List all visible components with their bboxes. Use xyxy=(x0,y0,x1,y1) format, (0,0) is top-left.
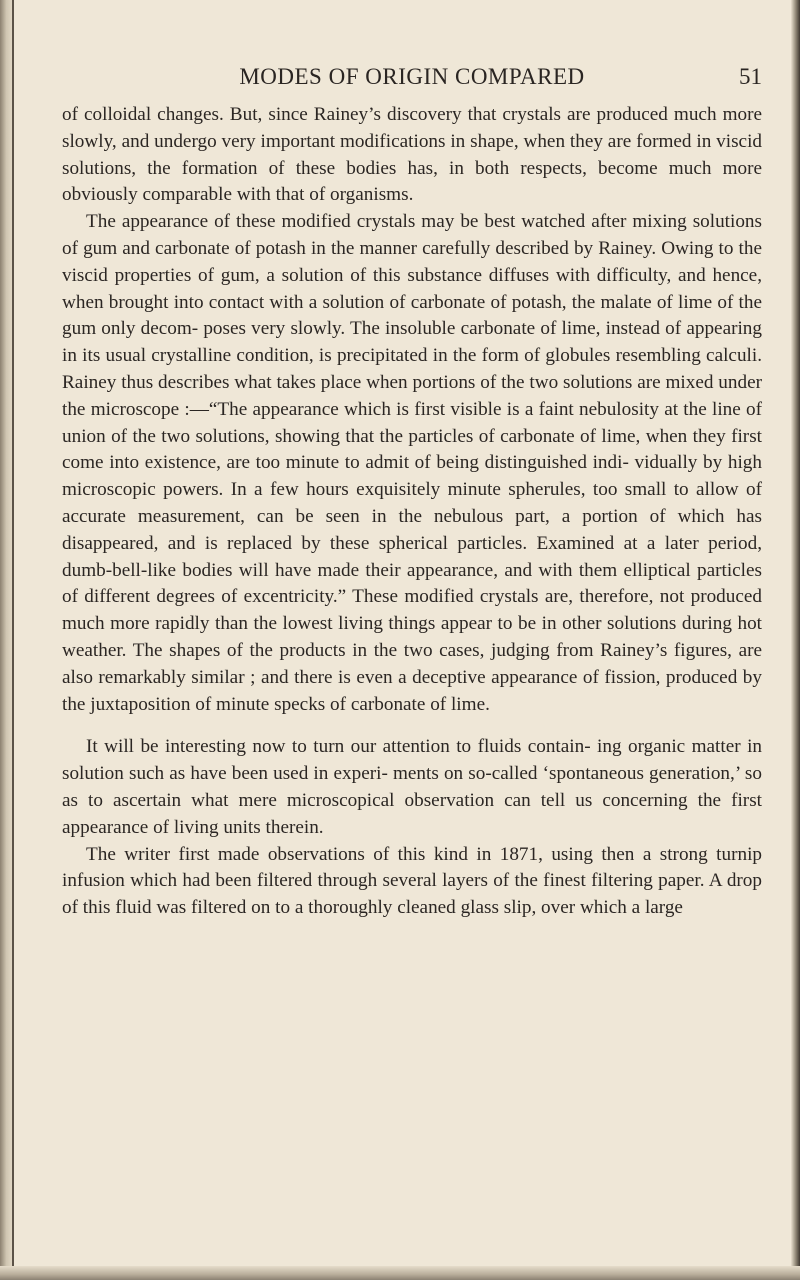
paragraph-writer-observations: The writer first made observations of this kind in 1871, using then a strong turnip infusion which had been filtered through several layers of the finest filtering paper. A drop of this fluid was filtered on to a thoroughly cleaned glass slip, over which a large xyxy=(62,843,762,919)
paragraph-modified-crystals: The appearance of these modified crystals may be best watched after mixing solutions of gum and carbonate of potash in the manner carefully described by Rainey. Owing to the viscid properties of gum, a solution of this substance diffuses with difficulty, and hence, when brought into contact with a solution of carbonate of potash, the malate of lime of the gum only decom- poses very slowly. The insoluble carbonate of lime, instead of appearing in its usual crystalline condition, is precipitated in the form of globules resembling calculi. Rainey thus describes what takes place when portions of the two solutions are mixed under the microscope :—“The appearance which is first visible is a faint nebulosity at the line of union of the two solutions, showing that the particles of carbonate of lime, when they first come into existence, are too minute to admit of being distinguished indi- vidually by high microscopic powers. In a few hours exquisitely minute spherules, too small to allow of accurate measurement, can be seen in the nebulous part, a portion of which has disappeared, and is replaced by these spherical particles. Examined at a later period, dumb-bell-like bodies will have made their appearance, and with them elliptical particles of different degrees of excentricity.” These modified crystals are, therefore, not produced much more rapidly than the lowest living things appear to be in other solutions during hot weather. The shapes of the products in the two cases, judging from Rainey’s figures, are also remarkably similar ; and there is even a deceptive appearance of fission, produced by the juxtaposition of minute specks of carbonate of lime. xyxy=(62,211,762,715)
page-header xyxy=(62,64,762,94)
page-number: 51 xyxy=(739,64,762,89)
paragraph-continued: of colloidal changes. But, since Rainey’s discovery that crystals are produced much more slowly, and undergo very important modifications in shape, when they are formed in viscid solutions, the formation of these bodies has, in both respects, become much more obviously comparable with that of organisms. xyxy=(62,104,762,206)
binding-line xyxy=(12,0,14,1280)
running-title: MODES OF ORIGIN COMPARED xyxy=(239,64,585,89)
body-text xyxy=(62,102,762,922)
page-edge-right xyxy=(791,0,800,1280)
paragraph-organic-fluids: It will be interesting now to turn our attention to fluids contain- ing organic matter in solution such as have been used in experi- ments on so-called ‘spontaneous generation,’ so as to ascertain what mere microscopical observation can tell us concerning the first appearance of living units therein. xyxy=(62,736,762,838)
page-edge-bottom xyxy=(0,1266,800,1280)
